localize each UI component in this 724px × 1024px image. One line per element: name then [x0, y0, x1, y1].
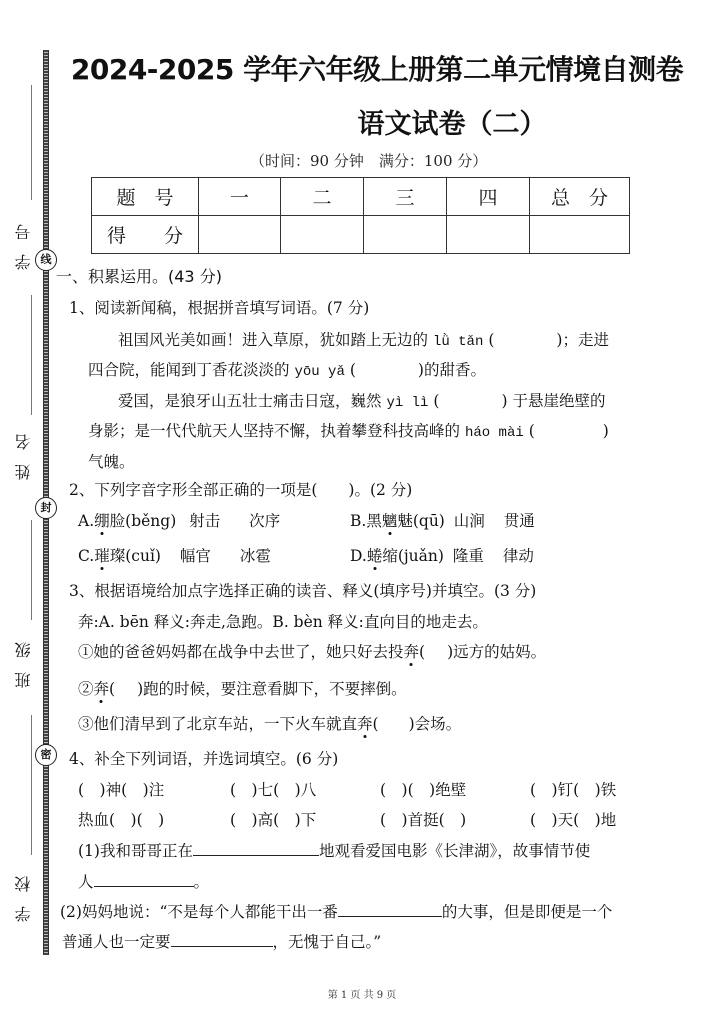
q1-line3 [118, 389, 605, 411]
option-word: 璨(cuǐ) [109, 547, 161, 565]
score-header-label: 题 号 [92, 178, 199, 216]
score-row-label: 得 分 [92, 216, 199, 254]
score-header-2: 二 [281, 178, 364, 216]
dotted-char: 奔 [93, 680, 110, 698]
option-word: 缩(juǎn) [382, 547, 444, 565]
pinyin: yì lì [386, 395, 429, 411]
pinyin: lǜ tǎn [432, 334, 484, 350]
page-number: 第 1 页 共 9 页 [327, 990, 397, 1001]
score-header-3: 三 [364, 178, 447, 216]
answer-blank-q3-2[interactable]: ( ) [109, 680, 144, 698]
name-line[interactable] [31, 295, 32, 415]
q2-prompt: 2、下列字音字形全部正确的一项是( )。(2 分) [69, 481, 413, 499]
score-cell-1[interactable] [199, 216, 281, 254]
q1-line2 [88, 358, 486, 380]
idiom-fill[interactable]: ( )天( )地 [530, 811, 617, 829]
text: 普通人也一定要 [62, 933, 171, 951]
class-label: 班级 [14, 628, 33, 688]
option-word: 山涧 [453, 512, 485, 530]
text: 人 [78, 873, 94, 891]
idiom-fill[interactable]: ( )( )绝壁 [380, 781, 467, 799]
score-cell-2[interactable] [281, 216, 364, 254]
q3-sentence-3 [78, 712, 461, 734]
answer-blank-q3-3[interactable]: ( ) [372, 715, 415, 733]
idiom-fill[interactable]: 热血( )( ) [78, 811, 165, 829]
exam-subtitle: 语文试卷（二） [357, 109, 547, 140]
text: 跑的时候，要注意看脚下，不要摔倒。 [143, 680, 407, 698]
q1-line5: 气魄。 [88, 453, 135, 471]
option-word: 幅官 [179, 547, 211, 565]
text: 于悬崖绝壁的 [512, 392, 606, 410]
text: 远方的姑妈。 [453, 643, 547, 661]
student-id-line[interactable] [31, 85, 32, 200]
text: (2)妈妈地说：“不是每个人都能干出一番 [60, 903, 338, 921]
idiom-fill[interactable]: ( )钉( )铁 [530, 781, 617, 799]
text: 的甜香。 [423, 361, 486, 379]
q3-prompt: 3、根据语境给加点字选择正确的读音、释义(填序号)并填空。(3 分) [69, 582, 537, 600]
exam-title: 2024-2025 学年六年级上册第二单元情境自测卷 [70, 53, 684, 86]
option-word: 魅(qū) [397, 512, 445, 530]
score-table-score-row [92, 216, 630, 254]
score-header-total: 总 分 [530, 178, 630, 216]
text: 四合院，能闻到丁香花淡淡的 [88, 361, 290, 379]
option-word: 射击 [189, 512, 221, 530]
answer-line-q4-2a[interactable] [338, 902, 442, 917]
score-cell-total[interactable] [530, 216, 630, 254]
option-word: 贯通 [503, 512, 535, 530]
text: 会场。 [414, 715, 462, 733]
class-line[interactable] [31, 520, 32, 620]
seal-mark-feng: 封 [35, 497, 57, 519]
text: ；走进 [562, 331, 609, 349]
text: ③他们清早到了北京车站，一下火车就直 [78, 715, 358, 733]
text: 身影；是一代代航天人坚持不懈，执着攀登科技高峰的 [88, 422, 461, 440]
q3-sentence-1 [78, 640, 546, 662]
answer-blank-haomai[interactable]: ( ) [528, 422, 609, 440]
pinyin: yōu yǎ [294, 364, 345, 380]
dotted-char: 蜷 [366, 547, 383, 565]
q2-option-d[interactable] [350, 544, 534, 566]
score-table [91, 177, 630, 254]
idiom-fill[interactable]: ( )首挺( ) [380, 811, 467, 829]
answer-blank-lutan[interactable]: ( ) [488, 331, 563, 349]
q4-idiom-row-1 [78, 778, 616, 800]
answer-line-q4-2b[interactable] [171, 932, 273, 947]
q4-prompt: 4、补全下列词语，并选词填空。(6 分) [69, 750, 339, 768]
idiom-fill[interactable]: ( )神( )注 [78, 781, 165, 799]
text: 。 [193, 873, 210, 891]
score-cell-3[interactable] [364, 216, 447, 254]
section-heading: 一、积累运用。(43 分) [56, 267, 222, 286]
school-label: 学校 [14, 862, 33, 922]
text: 祖国风光美如画！进入草原，犹如踏上无边的 [118, 331, 429, 349]
text: ，无愧于自己。” [272, 933, 382, 951]
answer-blank-q3-1[interactable]: ( ) [419, 643, 454, 661]
option-letter: A. [78, 512, 95, 530]
answer-line-q4-1b[interactable] [94, 872, 194, 887]
school-line[interactable] [31, 715, 32, 855]
text: (1)我和哥哥正在 [78, 842, 193, 860]
q1-line4 [88, 419, 609, 441]
seal-mark-mi: 密 [35, 744, 57, 766]
answer-line-q4-1a[interactable] [193, 841, 319, 856]
dotted-char: 绷 [94, 512, 110, 530]
q2-option-a[interactable] [78, 509, 280, 531]
q2-option-c[interactable] [78, 544, 271, 566]
idiom-fill[interactable]: ( )高( )下 [230, 811, 317, 829]
name-label: 姓名 [14, 420, 33, 480]
option-letter: D. [350, 547, 367, 565]
q2-option-b[interactable] [350, 509, 535, 531]
text: 地观看爱国电影《长津湖》，故事情节使 [318, 842, 591, 860]
seal-mark-xian: 线 [35, 249, 57, 271]
idiom-fill[interactable]: ( )七( )八 [230, 781, 317, 799]
option-word: 脸(běng) [109, 512, 177, 530]
dotted-char: 魑 [381, 512, 398, 530]
answer-blank-yili[interactable]: ( ) [433, 392, 508, 410]
score-header-4: 四 [447, 178, 530, 216]
student-id-label: 学号 [14, 210, 33, 270]
text: 爱国，是狼牙山五壮士痛击日寇，巍然 [118, 392, 382, 410]
option-word: 律动 [502, 547, 534, 565]
option-letter: B.黑 [350, 512, 382, 530]
option-word: 隆重 [452, 547, 484, 565]
score-cell-4[interactable] [447, 216, 530, 254]
score-table-header-row [92, 178, 630, 216]
answer-blank-youya[interactable]: ( ) [349, 361, 424, 379]
option-word: 冰雹 [239, 547, 271, 565]
q4-sentence-1-cont [78, 870, 209, 892]
q4-sentence-1 [78, 839, 590, 861]
dotted-char: 奔 [403, 643, 420, 661]
q1-prompt: 1、阅读新闻稿，根据拼音填写词语。(7 分) [69, 299, 370, 317]
option-letter: C. [78, 547, 95, 565]
option-word: 次序 [249, 512, 281, 530]
text: ①她的爸爸妈妈都在战争中去世了，她只好去投 [78, 643, 404, 661]
q4-sentence-2 [60, 900, 612, 922]
q4-sentence-2-cont [62, 930, 381, 952]
q3-definition: 奔:A. bēn 释义:奔走,急跑。B. bèn 释义:直向目的地走去。 [78, 613, 488, 631]
q3-sentence-2 [78, 677, 407, 699]
q1-line1 [118, 328, 609, 350]
exam-meta: （时间：90 分钟 满分：100 分） [250, 152, 488, 170]
score-header-1: 一 [199, 178, 281, 216]
dotted-char: 璀 [94, 547, 110, 565]
text: ② [78, 680, 94, 698]
q4-idiom-row-2 [78, 808, 616, 830]
dotted-char: 奔 [357, 715, 373, 733]
text: 的大事，但是即便是一个 [441, 903, 613, 921]
pinyin: háo mài [464, 425, 524, 441]
